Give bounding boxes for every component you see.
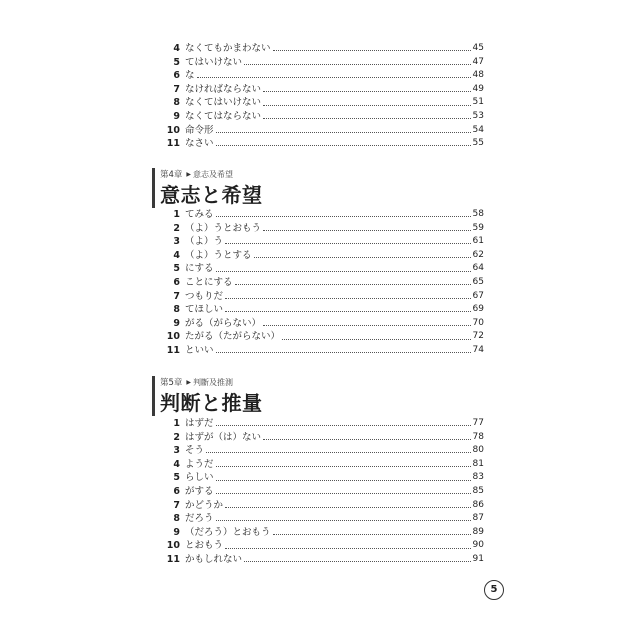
entry-page: 83 [472,472,484,483]
entry-title: なくてはいけない [185,97,262,109]
entry-page: 58 [472,209,484,219]
toc-entry [160,110,484,124]
entry-page: 70 [472,317,484,328]
dot-leader [197,77,471,78]
entry-number: 9 [173,526,180,538]
entry-page: 53 [472,110,484,121]
chapter-5-heading [152,376,492,416]
toc-entry [160,42,484,56]
entry-title: がる（がらない） [185,317,262,329]
toc-list-chapter-5 [160,417,484,567]
entry-number: 3 [173,236,180,248]
toc-entry [160,553,484,567]
chapter-title: 判断と推量 [160,391,263,415]
dot-leader [225,311,471,312]
entry-title: てみる [185,209,214,220]
entry-page: 65 [472,276,484,287]
page-number-badge: 5 [484,580,504,600]
entry-title: はずが（は）ない [185,431,262,443]
toc-entry [160,317,484,331]
toc-entry [160,303,484,317]
entry-title: ことにする [185,276,233,288]
entry-title: なければならない [185,83,262,95]
entry-title: 命令形 [185,124,214,136]
toc-entry [160,262,484,276]
entry-number: 4 [173,458,180,470]
entry-title: といい [185,344,214,356]
entry-title: はずだ [185,418,214,429]
entry-page: 85 [472,485,484,496]
toc-entry [160,276,484,290]
toc-entry [160,330,484,344]
chapter-subtitle: 判斷及推測 [193,378,234,387]
entry-title: たがる（たがらない） [185,331,281,343]
toc-entry [160,208,484,222]
entry-number: 8 [173,304,180,316]
entry-page: 55 [472,138,484,149]
dot-leader [273,50,471,51]
entry-number: 7 [173,290,180,302]
entry-number: 1 [173,418,180,429]
entry-title: だろう [185,513,214,525]
entry-page: 87 [472,513,484,524]
toc-entry [160,124,484,138]
toc-entry [160,235,484,249]
dot-leader [216,480,471,481]
entry-page: 59 [472,222,484,233]
entry-number: 3 [173,445,180,457]
entry-page: 61 [472,236,484,247]
entry-page: 64 [472,263,484,274]
entry-number: 6 [173,485,180,497]
entry-title: （だろう）とおもう [185,526,271,538]
entry-number: 11 [166,553,180,565]
entry-number: 2 [173,222,180,234]
entry-number: 4 [173,43,180,54]
entry-page: 89 [472,526,484,537]
entry-number: 6 [173,276,180,288]
entry-title: にする [185,263,214,275]
entry-number: 6 [173,70,180,82]
entry-number: 11 [166,138,180,150]
dot-leader [216,493,471,494]
entry-title: （よ）うとおもう [185,222,262,234]
dot-leader [206,452,471,453]
dot-leader [263,118,471,119]
entry-page: 90 [472,540,484,551]
entry-number: 1 [173,209,180,220]
entry-number: 8 [173,97,180,109]
toc-entry [160,471,484,485]
entry-title: つもりだ [185,290,224,302]
entry-number: 11 [166,344,180,356]
toc-entry [160,417,484,431]
entry-title: なくてはならない [185,110,262,122]
entry-number: 10 [166,124,180,136]
entry-title: な [185,70,195,82]
entry-page: 74 [472,344,484,355]
entry-page: 62 [472,249,484,260]
dot-leader [263,105,471,106]
dot-leader [216,466,471,467]
entry-number: 9 [173,317,180,329]
entry-page: 45 [472,43,484,53]
entry-title: らしい [185,472,214,484]
toc-entry [160,83,484,97]
entry-page: 81 [472,458,484,469]
toc-entry [160,431,484,445]
toc-entry [160,137,484,151]
dot-leader [263,325,471,326]
toc-entry [160,69,484,83]
dot-leader [216,132,471,133]
entry-number: 2 [173,431,180,443]
entry-number: 5 [173,263,180,275]
entry-title: （よ）う [185,236,224,248]
toc-entry [160,56,484,70]
entry-title: てはいけない [185,56,243,68]
dot-leader [216,271,471,272]
toc-entry [160,290,484,304]
entry-title: てほしい [185,304,224,316]
chapter-subtitle: 意志及希望 [193,170,234,179]
dot-leader [225,548,471,549]
entry-page: 48 [472,70,484,81]
toc-entry [160,444,484,458]
toc-entry [160,222,484,236]
toc-entry [160,485,484,499]
entry-page: 80 [472,445,484,456]
dot-leader [225,298,471,299]
dot-leader [254,257,471,258]
dot-leader [225,243,471,244]
dot-leader [225,507,471,508]
entry-page: 54 [472,124,484,135]
chapter-number: 第4章 [160,170,183,180]
toc-entry [160,499,484,513]
toc-entry [160,249,484,263]
toc-entry [160,344,484,358]
entry-page: 72 [472,331,484,342]
entry-page: 78 [472,431,484,442]
entry-number: 10 [166,540,180,552]
toc-entry [160,539,484,553]
entry-title: かもしれない [185,553,243,565]
chapter-number: 第5章 [160,378,183,388]
entry-number: 7 [173,83,180,95]
entry-number: 7 [173,499,180,511]
entry-number: 5 [173,472,180,484]
toc-entry [160,458,484,472]
dot-leader [216,425,471,426]
dot-leader [244,64,471,65]
dot-leader [244,561,471,562]
toc-entry [160,512,484,526]
entry-title: そう [185,445,205,457]
dot-leader [263,439,471,440]
entry-title: がする [185,485,214,497]
triangle-right-icon: ▶ [186,171,192,178]
dot-leader [216,520,471,521]
chapter-4-heading [152,168,492,208]
entry-number: 10 [166,331,180,343]
toc-entry [160,526,484,540]
entry-page: 86 [472,499,484,510]
toc-entry [160,96,484,110]
entry-title: ようだ [185,458,214,470]
toc-list-chapter-4 [160,208,484,358]
dot-leader [216,145,471,146]
entry-title: とおもう [185,540,224,552]
entry-number: 8 [173,513,180,525]
dot-leader [263,91,471,92]
entry-title: なさい [185,138,214,150]
toc-list-continued [160,42,484,151]
entry-page: 69 [472,304,484,315]
entry-number: 4 [173,249,180,261]
dot-leader [216,352,471,353]
dot-leader [263,230,471,231]
entry-number: 9 [173,110,180,122]
dot-leader [282,339,471,340]
entry-page: 77 [472,418,484,428]
dot-leader [235,284,471,285]
dot-leader [216,216,471,217]
entry-page: 67 [472,290,484,301]
dot-leader [273,534,471,535]
entry-page: 47 [472,56,484,67]
chapter-title: 意志と希望 [160,183,263,207]
entry-page: 51 [472,97,484,108]
entry-title: かどうか [185,499,224,511]
entry-number: 5 [173,56,180,68]
entry-page: 91 [472,553,484,564]
entry-title: なくてもかまわない [185,43,271,54]
triangle-right-icon: ▶ [186,379,192,386]
chapter-bar [152,376,155,416]
entry-title: （よ）うとする [185,249,252,261]
chapter-bar [152,168,155,208]
entry-page: 49 [472,83,484,94]
